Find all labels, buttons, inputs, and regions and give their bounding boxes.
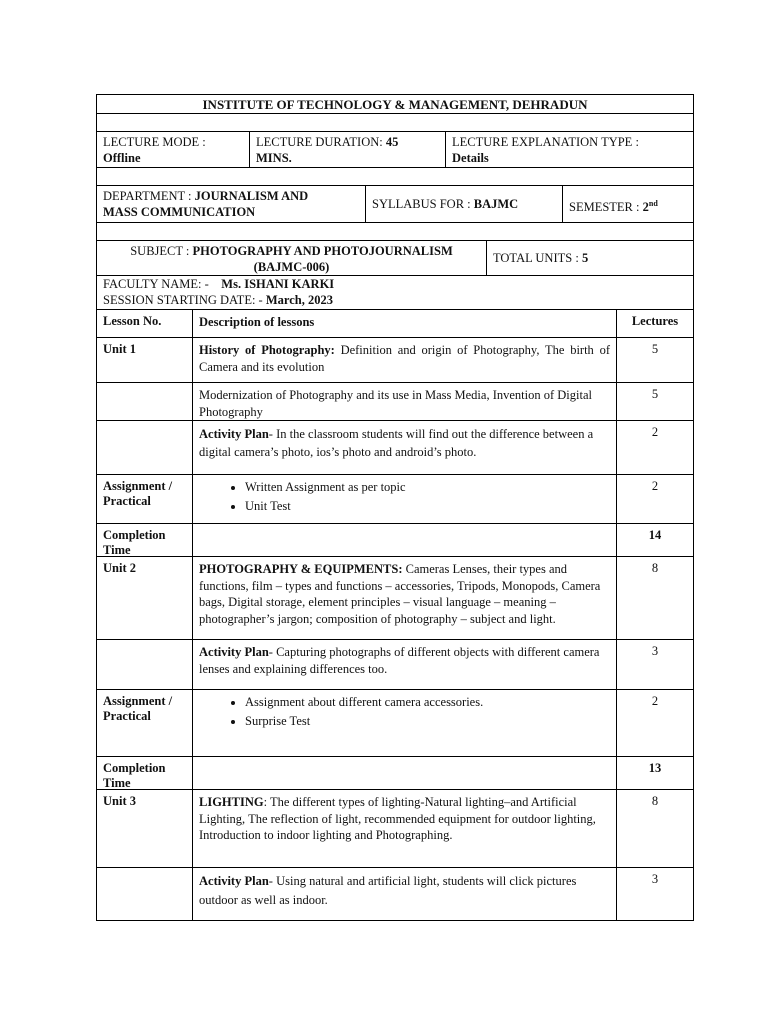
unit-label: Unit 3 xyxy=(103,794,136,808)
lesson-title: PHOTOGRAPHY & EQUIPMENTS: xyxy=(199,562,403,576)
activity-plan xyxy=(192,868,616,920)
completion-label: Completion Time xyxy=(103,528,166,557)
table-row xyxy=(96,338,694,383)
lecture-duration-cell xyxy=(249,132,445,167)
syllabus-cell xyxy=(365,186,562,222)
lecture-count: 8 xyxy=(616,557,693,639)
spacer-row xyxy=(96,167,694,186)
semester-suffix: nd xyxy=(648,199,658,208)
table-row xyxy=(96,475,694,524)
empty-cell xyxy=(192,524,616,556)
list-item: • Assignment about different camera accessories. xyxy=(245,694,610,711)
activity-plan xyxy=(192,640,616,689)
completion-value: 13 xyxy=(616,757,693,789)
lecture-count: 2 xyxy=(616,421,693,474)
lesson-description xyxy=(192,557,616,639)
department-cell xyxy=(97,186,365,222)
lecture-mode-cell xyxy=(97,132,249,167)
lecture-count: 5 xyxy=(616,338,693,382)
subject-cell xyxy=(97,241,486,275)
lecture-count: 2 xyxy=(616,690,693,756)
institute-title: INSTITUTE OF TECHNOLOGY & MANAGEMENT, DEHRADUN xyxy=(202,97,588,112)
lecture-duration-label: LECTURE DURATION: xyxy=(256,135,383,149)
column-header-description: Description of lessons xyxy=(192,310,616,337)
activity-plan-title: Activity Plan xyxy=(199,427,269,441)
spacer-row xyxy=(96,222,694,241)
spacer-row xyxy=(96,113,694,132)
activity-plan-title: Activity Plan xyxy=(199,874,269,888)
faculty-row xyxy=(96,275,694,310)
lesson-text: : The different types of lighting-Natural lighting–and Artificial Lighting, The reflection of light, recommended equipment for outdoor lighting, Introduction to indoor lighting and Photographing. xyxy=(199,795,596,842)
lecture-mode-label: LECTURE MODE : xyxy=(103,135,206,149)
table-row xyxy=(96,421,694,475)
table-row xyxy=(96,690,694,757)
semester-value: 2 xyxy=(642,200,649,215)
total-units-value: 5 xyxy=(581,251,589,265)
lecture-duration-value: 45 xyxy=(385,135,399,149)
list-item: • Written Assignment as per topic xyxy=(245,479,610,496)
empty-cell xyxy=(97,868,192,920)
table-row xyxy=(96,524,694,557)
assignment-label: Assignment / Practical xyxy=(103,479,173,508)
table-row xyxy=(96,557,694,640)
list-item: • Surprise Test xyxy=(245,713,610,730)
table-row xyxy=(96,868,694,921)
table-row xyxy=(96,640,694,690)
subject-label: SUBJECT : xyxy=(130,244,190,258)
total-units-cell xyxy=(486,241,693,275)
lecture-info-row xyxy=(96,131,694,168)
lecture-count: 3 xyxy=(616,868,693,920)
department-row xyxy=(96,185,694,223)
lecture-count: 3 xyxy=(616,640,693,689)
table-row xyxy=(96,790,694,868)
lesson-description xyxy=(192,338,616,382)
assignment-list xyxy=(192,690,616,756)
semester-label: SEMESTER : xyxy=(569,200,640,215)
subject-row xyxy=(96,240,694,276)
unit-label: Unit 1 xyxy=(103,342,136,356)
lecture-count: 8 xyxy=(616,790,693,867)
department-value: JOURNALISM AND xyxy=(194,189,309,203)
syllabus-label: SYLLABUS FOR : xyxy=(372,197,471,211)
semester-cell xyxy=(562,186,693,222)
activity-plan-text: - Capturing photographs of different objects with different camera lenses and explaining differences too. xyxy=(199,645,600,676)
total-units-label: TOTAL UNITS : xyxy=(493,251,579,265)
faculty-value: Ms. ISHANI KARKI xyxy=(221,277,335,291)
activity-plan xyxy=(192,421,616,474)
lesson-description: Modernization of Photography and its use in Mass Media, Invention of Digital Photography xyxy=(192,383,616,420)
syllabus-value: BAJMC xyxy=(473,197,519,211)
lecture-count: 2 xyxy=(616,475,693,523)
column-header-lesson: Lesson No. xyxy=(103,314,162,328)
completion-value: 14 xyxy=(616,524,693,556)
activity-plan-text: - In the classroom students will find out the difference between a digital camera’s photo, ios’s photo and android’s photo. xyxy=(199,427,594,459)
lecture-mode-value: Offline xyxy=(103,151,141,165)
empty-cell xyxy=(97,383,192,420)
subject-code: (BAJMC-006) xyxy=(253,260,330,274)
lesson-title: History of Photography: xyxy=(199,343,335,357)
unit-label: Unit 2 xyxy=(103,561,136,575)
faculty-label: FACULTY NAME: - xyxy=(103,277,209,291)
completion-label: Completion Time xyxy=(103,761,166,790)
activity-plan-text: - Using natural and artificial light, students will click pictures outdoor as well as indoor. xyxy=(199,874,577,907)
empty-cell xyxy=(97,640,192,689)
lecture-count: 5 xyxy=(616,383,693,420)
lecture-duration-unit: MINS. xyxy=(256,151,292,165)
lesson-text: Cameras Lenses, their types and functions, film – types and functions – accessories, Tripods, Monopods, Camera bags, Digital storage, element principles – visual language – meaning –photographer’s jargon; composition of photography – subject and light. xyxy=(199,562,601,626)
subject-value: PHOTOGRAPHY AND PHOTOJOURNALISM xyxy=(192,244,453,258)
explanation-type-value: Details xyxy=(452,151,489,165)
assignment-label: Assignment / Practical xyxy=(103,694,173,723)
department-value-line2: MASS COMMUNICATION xyxy=(103,205,256,219)
table-row xyxy=(96,757,694,790)
department-label: DEPARTMENT : xyxy=(103,189,192,203)
lesson-text: Definition and origin of Photography, The birth of Camera and its evolution xyxy=(199,343,610,374)
column-header-lectures: Lectures xyxy=(616,310,693,337)
explanation-type-label: LECTURE EXPLANATION TYPE : xyxy=(452,135,639,149)
list-item: • Unit Test xyxy=(245,498,610,515)
table-header-row xyxy=(96,309,694,338)
explanation-type-cell xyxy=(445,132,693,167)
activity-plan-title: Activity Plan xyxy=(199,645,269,659)
empty-cell xyxy=(97,421,192,474)
faculty-cell xyxy=(97,275,693,309)
lesson-description xyxy=(192,790,616,867)
session-value: March, 2023 xyxy=(265,293,333,307)
assignment-list xyxy=(192,475,616,523)
empty-cell xyxy=(192,757,616,789)
session-label: SESSION STARTING DATE: - xyxy=(103,293,263,307)
lesson-title: LIGHTING xyxy=(199,795,264,809)
table-row xyxy=(96,383,694,421)
institute-title-row xyxy=(96,94,694,114)
